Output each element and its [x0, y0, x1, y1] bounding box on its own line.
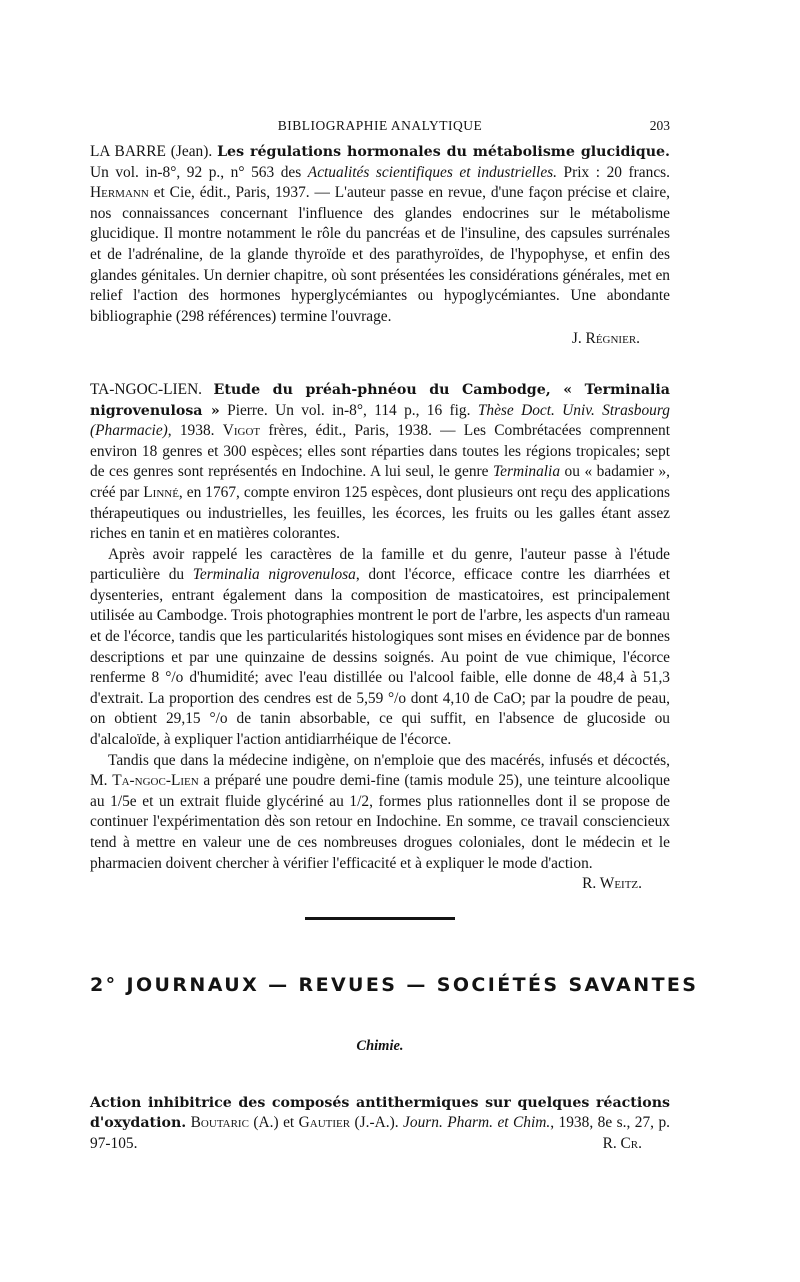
book-title: Etude du préah-phnéou du Cambodge, « Terminalia nigrovenulosa »	[90, 381, 670, 419]
author: TA-NGOC-LIEN.	[90, 380, 214, 398]
article-entry	[90, 1093, 670, 1155]
species-name: Terminalia nigrovenulosa	[192, 566, 356, 584]
book-title: Les régulations hormonales du métabolisme glucidique.	[217, 144, 670, 160]
review-paragraph: LA BARRE (Jean). Les régulations hormonales du métabolisme glucidique. Un vol. in-8°, 92 p., n° 563 des Actualités scientifiques et industrielles. Prix : 20 francs. Hermann et Cie, édit., Paris, 1937. — L'auteur passe en revue, d'une façon précise et claire, nos connaissances concernant l'influence des glandes endocrines sur le métabolisme glucidique. Il montre notamment le rôle du pancréas et de l'insuline, des capsules surrénales et de l'adrénaline, de la glande thyroïde et des parathyroïdes, de l'hypophyse, et enfin des glandes génitales. Un dernier chapitre, où sont présentées les considérations générales, met en relief l'action des hormones hyperglycémiantes ou hypoglycémiantes. Une abondante bibliographie (298 références) termine l'ouvrage.	[90, 143, 670, 325]
review-entry-labarre	[90, 142, 670, 350]
page	[90, 118, 699, 1155]
review-paragraph: Tandis que dans la médecine indigène, on n'emploie que des macérés, infusés et décoctés, M. Ta-ngoc-Lien a préparé une poudre demi-fine (tamis module 25), une teinture alcoolique au 1/5e et un extrait fluide glycériné au 1/2, formes plus rationnelles dont il se propose de continuer l'expérimentation dès son retour en Indochine. En somme, ce travail consciencieux tend à mettre en valeur une de ces nombreuses drogues coloniales, dont le médecin et le pharmacien doivent chercher à vérifier l'efficacité et à expliquer le mode d'action. R. Weitz.	[90, 751, 670, 875]
article-author: Gautier	[298, 1114, 351, 1132]
author: LA BARRE (Jean).	[90, 143, 218, 160]
review-entry-tangoclien	[90, 380, 670, 895]
subsection-heading: Chimie.	[356, 1037, 404, 1054]
article-author: Boutaric	[186, 1114, 249, 1132]
publisher: Hermann	[90, 184, 149, 202]
publisher: Vigot	[222, 422, 261, 440]
reviewer-signature: J. Régnier.	[571, 330, 640, 348]
series-title: Actualités scientifiques et industrielles.	[307, 163, 557, 181]
article-citation: Action inhibitrice des composés antithermiques sur quelques réactions d'oxydation. Boutaric (A.) et Gautier (J.-A.). Journ. Pharm. et Chim., 1938, 8e s., 27, p. 97-105. R. Cr.	[90, 1093, 670, 1155]
author-name-inline: Ta-ngoc-Lien	[112, 772, 199, 790]
section-heading: 2° JOURNAUX — REVUES — SOCIÉTÉS SAVANTES	[90, 973, 699, 996]
running-title: BIBLIOGRAPHIE ANALYTIQUE	[277, 118, 483, 133]
running-head	[90, 118, 670, 142]
genus-name: Terminalia	[493, 463, 561, 481]
section-divider	[305, 917, 455, 920]
review-paragraph: TA-NGOC-LIEN. Etude du préah-phnéou du Cambodge, « Terminalia nigrovenulosa » Pierre. Un vol. in-8°, 114 p., 16 fig. Thèse Doct. Univ. Strasbourg (Pharmacie), 1938. Vigot frères, édit., Paris, 1938. — Les Combrétacées comprennent environ 18 genres et 300 espèces; elles sont réparties dans toutes les régions tropicales; sept de ces genres sont représentés en Indochine. A lui seul, le genre Terminalia ou « badamier », créé par Linné, en 1767, compte environ 125 espèces, dont plusieurs ont reçu des applications thérapeutiques ou industrielles, les feuilles, les écorces, les fruits ou les galles étant assez riches en tanin et en matières colorantes.	[90, 380, 670, 543]
review-paragraph: Après avoir rappelé les caractères de la famille et du genre, l'auteur passe à l'étude particulière du Terminalia nigrovenulosa, dont l'écorce, efficace contre les diarrhées et dysenteries, entrant également dans la composition de masticatoires, est principalement utilisée au Cambodge. Trois photographies montrent le port de l'arbre, les aspects d'un rameau et de l'écorce, tandis que les particularités histologiques sont mises en évidence par de bonnes descriptions et par une quinzaine de dessins soignés. Au point de vue chimique, l'écorce renferme 8 °/o d'humidité; avec l'eau distillée ou l'alcool faible, elle donne de 48,4 à 51,3 d'extrait. La proportion des cendres est de 5,59 °/o dont 4,10 de CaO; par la poudre de peau, on obtient 29,15 °/o de tanin absorbable, ce qui suffit, en l'absence de glucoside ou d'alcaloïde, à expliquer l'action antidiarrhéique de l'écorce.	[90, 545, 670, 749]
article-title: Action inhibitrice des composés antithermiques sur quelques réactions d'oxydation.	[90, 1094, 670, 1132]
page-number: 203	[649, 118, 670, 133]
linne-name: Linné	[143, 483, 179, 501]
thesis-info: Thèse Doct. Univ. Strasbourg (Pharmacie)	[90, 401, 670, 440]
reviewer-signature: R. Weitz.	[582, 875, 642, 893]
journal-name: Journ. Pharm. et Chim.	[403, 1114, 551, 1132]
reviewer-signature: R. Cr.	[602, 1134, 642, 1152]
